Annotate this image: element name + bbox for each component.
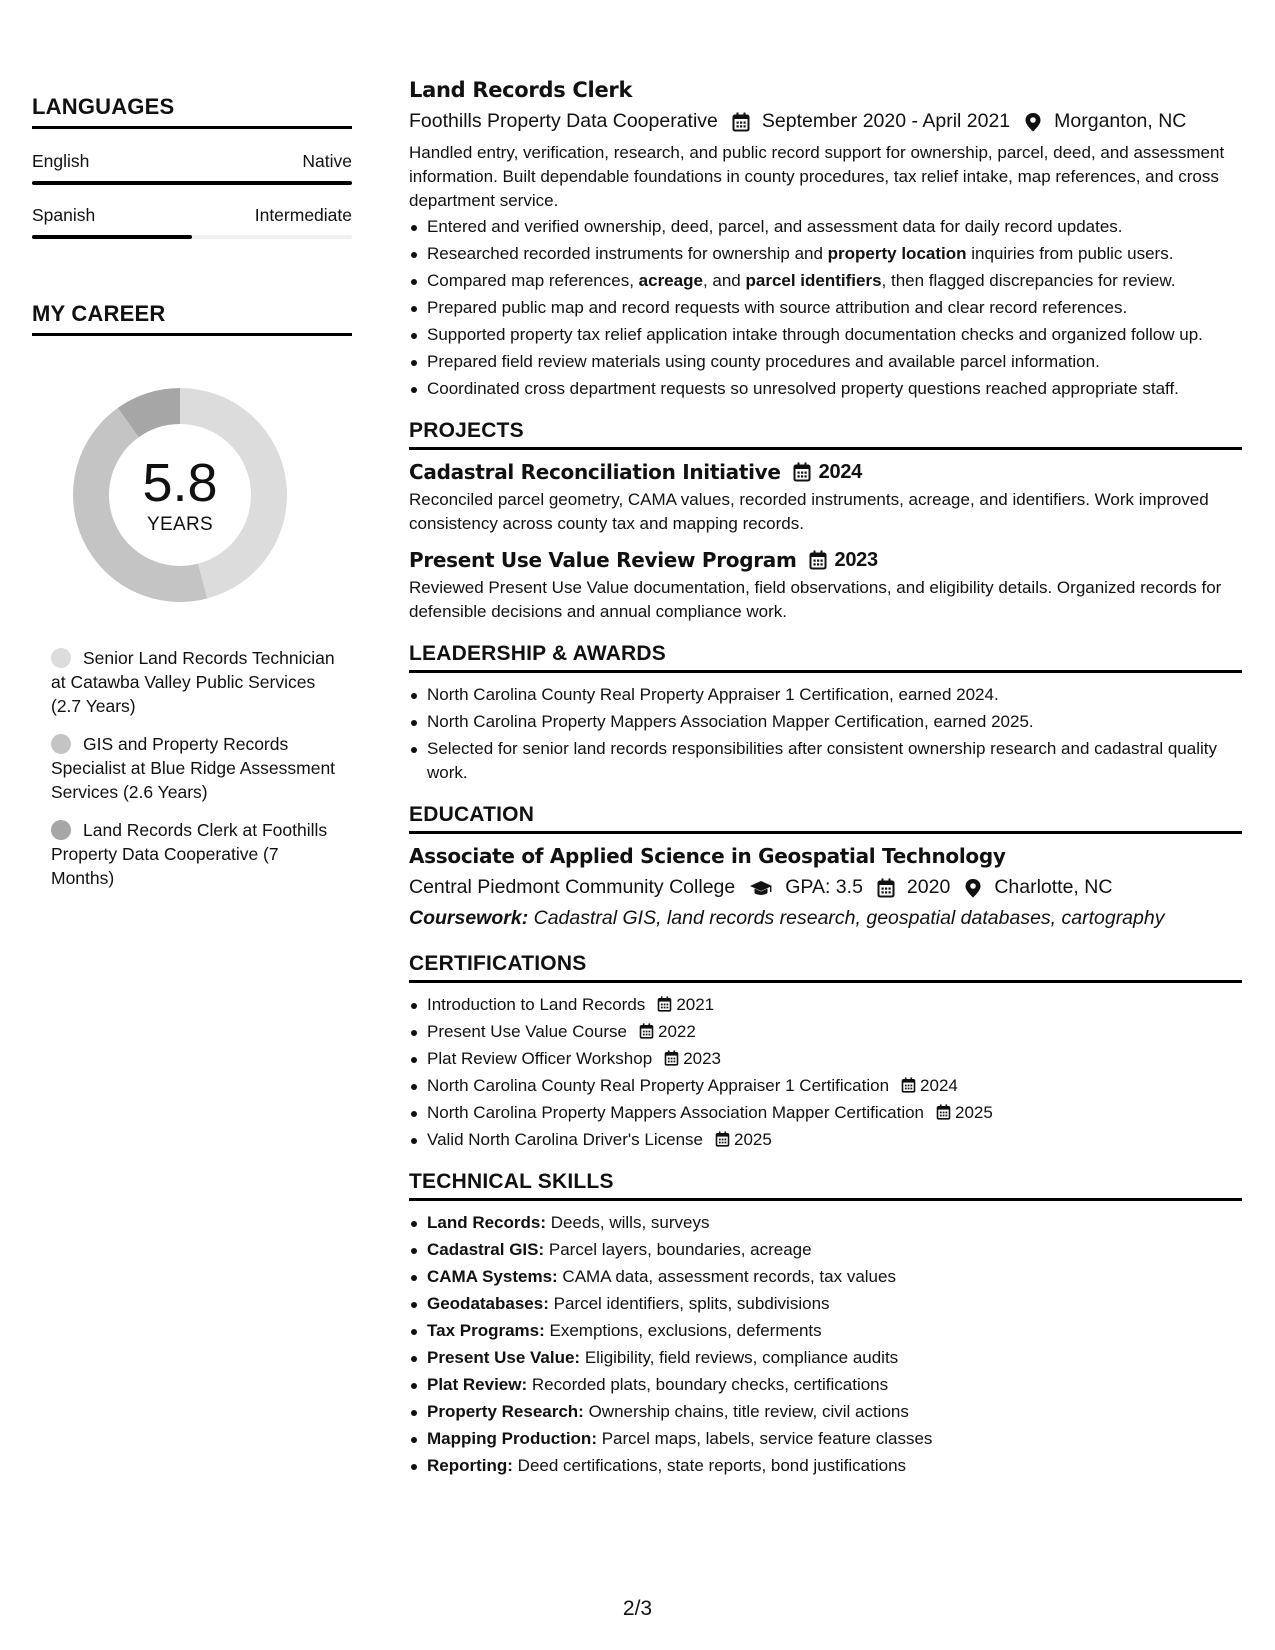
certification-item — [409, 1020, 1242, 1044]
calendar-icon — [657, 996, 672, 1012]
skill-value: Deed certifications, state reports, bond justifications — [517, 1456, 907, 1475]
text: , and — [702, 271, 746, 290]
certification-name: Introduction to Land Records — [427, 995, 646, 1014]
job-bullet — [409, 296, 1242, 320]
calendar-icon — [936, 1104, 951, 1120]
leadership-item: Selected for senior land records responsibilities after consistent ownership research and cadastral quality work. — [409, 737, 1242, 785]
project-header — [409, 548, 1242, 572]
skill-value: Recorded plats, boundary checks, certifications — [531, 1375, 889, 1394]
text: Prepared field review materials using county procedures and available parcel information. — [427, 352, 1100, 371]
skills-section — [409, 1170, 1242, 1478]
language-name: Spanish — [32, 205, 96, 225]
certification-year: 2022 — [658, 1022, 696, 1041]
page-number: 2/3 — [622, 1597, 653, 1620]
language-level-fill — [32, 235, 192, 239]
language-level-fill — [32, 181, 352, 185]
skill-item — [409, 1427, 1242, 1451]
skill-value: Deeds, wills, surveys — [550, 1213, 710, 1232]
bold-text: property location — [827, 244, 967, 263]
career-total-value: 5.8 — [142, 453, 218, 513]
skill-label: Mapping Production: — [427, 1429, 597, 1448]
legend-label: Senior Land Records Technician at Catawba Valley Public Services (2.7 Years) — [51, 648, 335, 716]
career-legend-item — [51, 732, 341, 804]
language-level-bar — [32, 181, 352, 185]
skill-value: Exemptions, exclusions, deferments — [549, 1321, 822, 1340]
job-summary: Handled entry, verification, research, and public record support for ownership, parcel, deed, and assessment information. Built dependable foundations in county procedures, tax relief intake, map references, and cross department service. — [409, 143, 1225, 210]
languages-section — [32, 94, 352, 239]
skill-value: Parcel layers, boundaries, acreage — [548, 1240, 812, 1259]
skill-value: Parcel maps, labels, service feature classes — [601, 1429, 933, 1448]
job-bullet — [409, 215, 1242, 239]
legend-dot-icon — [51, 734, 71, 754]
skill-value: Eligibility, field reviews, compliance audits — [584, 1348, 899, 1367]
skill-label: Cadastral GIS: — [427, 1240, 545, 1259]
project-item — [409, 460, 1242, 536]
right-column — [409, 78, 1242, 1481]
skill-item — [409, 1211, 1242, 1235]
job-dates: September 2020 - April 2021 — [761, 110, 1011, 132]
job-meta — [409, 110, 1242, 133]
coursework-label: Coursework: — [409, 907, 529, 929]
calendar-icon — [793, 462, 811, 482]
skill-item — [409, 1292, 1242, 1316]
skill-item — [409, 1454, 1242, 1478]
certification-item — [409, 1101, 1242, 1125]
certification-item — [409, 1074, 1242, 1098]
career-section — [32, 301, 352, 890]
calendar-icon — [732, 112, 750, 132]
language-line — [32, 151, 352, 172]
certification-year: 2024 — [920, 1076, 958, 1095]
text: Prepared public map and record requests with source attribution and clear record references. — [427, 298, 1128, 317]
certifications-section — [409, 952, 1242, 1152]
calendar-icon — [877, 878, 895, 898]
calendar-icon — [901, 1077, 916, 1093]
language-name: English — [32, 151, 90, 171]
certification-item — [409, 1128, 1242, 1152]
certification-name: Valid North Carolina Driver's License — [427, 1130, 703, 1149]
certification-item — [409, 1047, 1242, 1071]
calendar-icon — [664, 1050, 679, 1066]
certification-name: Plat Review Officer Workshop — [427, 1049, 653, 1068]
skill-label: Land Records: — [427, 1213, 547, 1232]
language-line — [32, 205, 352, 226]
certification-year: 2025 — [733, 1130, 772, 1149]
language-level: Intermediate — [254, 205, 352, 225]
job-bullet — [409, 350, 1242, 374]
calendar-icon — [639, 1023, 654, 1039]
text: , then flagged discrepancies for review. — [881, 271, 1176, 290]
text: Researched recorded instruments for ownership and — [427, 244, 828, 263]
leadership-item: North Carolina County Real Property Appraiser 1 Certification, earned 2024. — [409, 683, 1242, 707]
education-gpa: GPA: 3.5 — [785, 876, 863, 898]
skill-label: Tax Programs: — [427, 1321, 545, 1340]
legend-label: Land Records Clerk at Foothills Property Data Cooperative (7 Months) — [51, 820, 328, 888]
legend-dot-icon — [51, 820, 71, 840]
skill-item — [409, 1373, 1242, 1397]
education-year: 2020 — [906, 876, 951, 898]
certification-item — [409, 993, 1242, 1017]
project-description: Reviewed Present Use Value documentation, field observations, and eligibility details. Organized records for defensible decisions and annual compliance work. — [409, 578, 1222, 621]
job-bullet — [409, 323, 1242, 347]
project-header — [409, 460, 1242, 484]
certification-name: North Carolina County Real Property Appraiser 1 Certification — [427, 1076, 890, 1095]
job-location: Morganton, NC — [1054, 110, 1187, 132]
certification-name: Present Use Value Course — [427, 1022, 628, 1041]
career-title: MY CAREER — [32, 301, 352, 336]
project-item — [409, 548, 1242, 624]
education-location: Charlotte, NC — [994, 876, 1113, 898]
career-donut-chart — [65, 380, 295, 610]
project-year: 2023 — [834, 548, 878, 571]
job-bullet — [409, 269, 1242, 293]
job-bullet — [409, 377, 1242, 401]
skill-value: Ownership chains, title review, civil actions — [588, 1402, 909, 1421]
left-column — [32, 94, 352, 904]
project-name: Cadastral Reconciliation Initiative — [409, 460, 781, 484]
certification-year: 2025 — [955, 1103, 993, 1122]
language-level: Native — [302, 151, 352, 171]
skill-value: Parcel identifiers, splits, subdivisions — [553, 1294, 830, 1313]
languages-title: LANGUAGES — [32, 94, 352, 129]
calendar-icon — [715, 1131, 730, 1147]
certification-year: 2023 — [683, 1049, 722, 1068]
certification-year: 2021 — [676, 995, 715, 1014]
calendar-icon — [809, 550, 827, 570]
job-entry — [409, 78, 1242, 401]
legend-dot-icon — [51, 648, 71, 668]
language-level-bar — [32, 235, 352, 239]
location-pin-icon — [964, 878, 982, 898]
leadership-section — [409, 642, 1242, 785]
education-title: EDUCATION — [409, 803, 1242, 834]
project-description: Reconciled parcel geometry, CAMA values, recorded instruments, acreage, and identifiers. Work improved consistency across county tax and mapping records. — [409, 490, 1209, 533]
career-total-unit: YEARS — [147, 514, 213, 535]
skill-label: Reporting: — [427, 1456, 513, 1475]
skill-item — [409, 1238, 1242, 1262]
job-bullet — [409, 242, 1242, 266]
legend-label: GIS and Property Records Specialist at Blue Ridge Assessment Services (2.6 Years) — [51, 734, 336, 802]
career-legend-item — [51, 818, 341, 890]
skill-item — [409, 1265, 1242, 1289]
education-section — [409, 803, 1242, 930]
skill-item — [409, 1319, 1242, 1343]
projects-section — [409, 419, 1242, 624]
skill-label: Geodatabases: — [427, 1294, 549, 1313]
location-pin-icon — [1024, 112, 1042, 132]
language-item — [32, 151, 352, 185]
career-legend — [51, 646, 341, 890]
skill-value: CAMA data, assessment records, tax values — [562, 1267, 896, 1286]
skill-label: Plat Review: — [427, 1375, 528, 1394]
leadership-item: North Carolina Property Mappers Association Mapper Certification, earned 2025. — [409, 710, 1242, 734]
skill-label: Property Research: — [427, 1402, 584, 1421]
project-name: Present Use Value Review Program — [409, 548, 797, 572]
skill-item — [409, 1346, 1242, 1370]
certifications-title: CERTIFICATIONS — [409, 952, 1242, 983]
job-title: Land Records Clerk — [409, 78, 633, 102]
skill-item — [409, 1400, 1242, 1424]
text: inquiries from public users. — [966, 244, 1174, 263]
leadership-title: LEADERSHIP & AWARDS — [409, 642, 1242, 673]
text: Coordinated cross department requests so unresolved property questions reached appropriate staff. — [427, 379, 1179, 398]
career-legend-item — [51, 646, 341, 718]
skills-title: TECHNICAL SKILLS — [409, 1170, 1242, 1201]
text: Compared map references, — [427, 271, 639, 290]
project-year: 2024 — [818, 460, 862, 483]
skill-label: Present Use Value: — [427, 1348, 581, 1367]
education-coursework — [409, 907, 1242, 930]
education-meta — [409, 876, 1242, 899]
graduation-cap-icon — [749, 878, 773, 898]
job-company: Foothills Property Data Cooperative — [409, 110, 718, 132]
language-item — [32, 205, 352, 239]
bold-text: acreage — [638, 271, 703, 290]
certification-name: North Carolina Property Mappers Association Mapper Certification — [427, 1103, 925, 1122]
text: Entered and verified ownership, deed, parcel, and assessment data for daily record updates. — [427, 217, 1123, 236]
coursework-text: Cadastral GIS, land records research, geospatial databases, cartography — [533, 907, 1165, 929]
education-degree: Associate of Applied Science in Geospatial Technology — [409, 844, 1006, 868]
projects-title: PROJECTS — [409, 419, 1242, 450]
text: Supported property tax relief application intake through documentation checks and organized follow up. — [427, 325, 1203, 344]
education-school: Central Piedmont Community College — [409, 876, 736, 898]
skill-label: CAMA Systems: — [427, 1267, 558, 1286]
bold-text: parcel identifiers — [745, 271, 882, 290]
job-bullets — [409, 215, 1242, 401]
